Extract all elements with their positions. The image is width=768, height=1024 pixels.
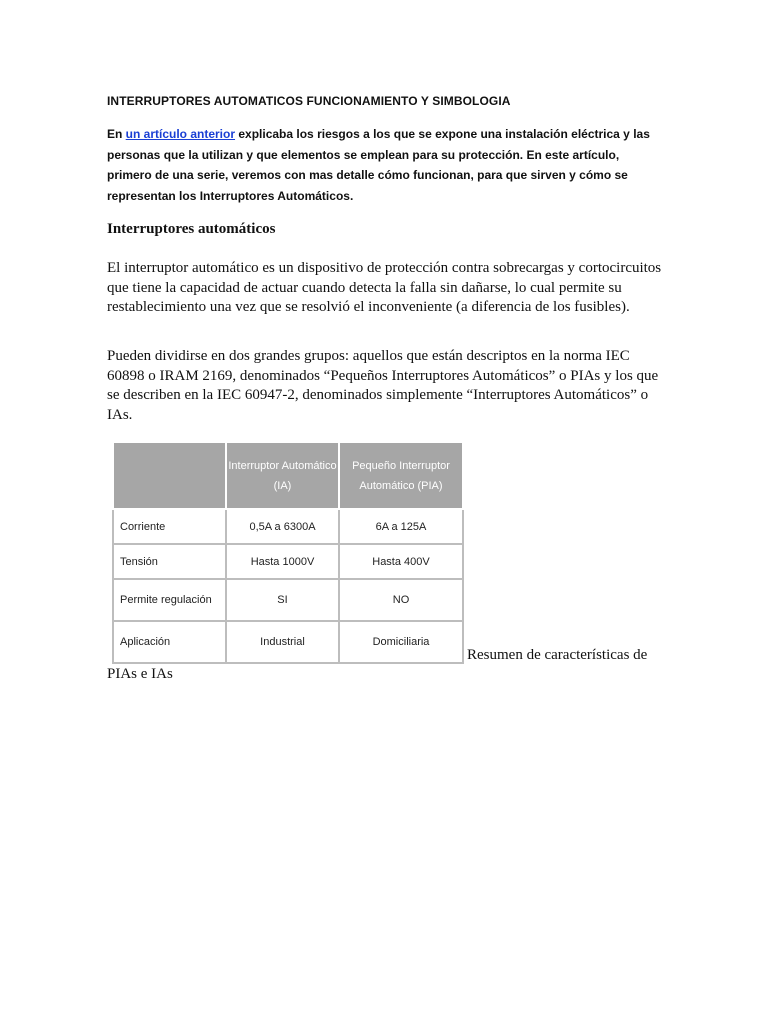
table-row	[113, 509, 463, 544]
intro-paragraph	[107, 124, 667, 206]
table-row-label: Tensión	[113, 544, 226, 579]
intro-suffix: explicaba los riesgos a los que se expone una instalación eléctrica y las personas que la utilizan y que elementos se emplean para su protección. En este artículo, primero de una serie, veremos con mas detalle cómo funcionan, para que sirven y cómo se representan los Interruptores Automáticos.	[107, 127, 650, 203]
table-cell: Industrial	[226, 621, 339, 663]
section-heading: Interruptores automáticos	[107, 221, 276, 237]
table-caption-line2: PIAs e IAs	[107, 666, 173, 682]
table-cell: Hasta 400V	[339, 544, 463, 579]
previous-article-link[interactable]: un artículo anterior	[125, 127, 236, 141]
table-cell: 0,5A a 6300A	[226, 509, 339, 544]
table-row-label: Aplicación	[113, 621, 226, 663]
table-header-ia: Interruptor Automático (IA)	[226, 442, 339, 509]
intro-prefix: En	[107, 127, 126, 141]
paragraph-groups: Pueden dividirse en dos grandes grupos: aquellos que están descriptos en la norma IEC 60898 o IRAM 2169, denominados “Pequeños Interruptores Automáticos” o PIAs y los que se describen en la IEC 60947-2, denominados simplemente “Interruptores Automáticos” o IAs.	[107, 348, 659, 423]
table-row-label: Corriente	[113, 509, 226, 544]
table-cell: 6A a 125A	[339, 509, 463, 544]
table-header-row	[113, 442, 463, 509]
table-row	[113, 621, 463, 663]
table-row	[113, 579, 463, 621]
page-title: INTERRUPTORES AUTOMATICOS FUNCIONAMIENTO Y SIMBOLOGIA	[107, 94, 511, 108]
paragraph-definition: El interruptor automático es un dispositivo de protección contra sobrecargas y cortocircuitos que tiene la capacidad de actuar cuando detecta la falla sin dañarse, lo cual permite su restablecimiento una vez que se resolvió el inconveniente (a diferencia de los fusibles).	[107, 260, 662, 315]
table-row	[113, 544, 463, 579]
table-cell: Domiciliaria	[339, 621, 463, 663]
table-row-label: Permite regulación	[113, 579, 226, 621]
table-caption-line1: Resumen de características de	[467, 647, 648, 663]
table-header-pia: Pequeño Interruptor Automático (PIA)	[339, 442, 463, 509]
table-cell: NO	[339, 579, 463, 621]
comparison-table	[112, 441, 464, 664]
table-header-corner	[113, 442, 226, 509]
table-cell: Hasta 1000V	[226, 544, 339, 579]
table-cell: SI	[226, 579, 339, 621]
